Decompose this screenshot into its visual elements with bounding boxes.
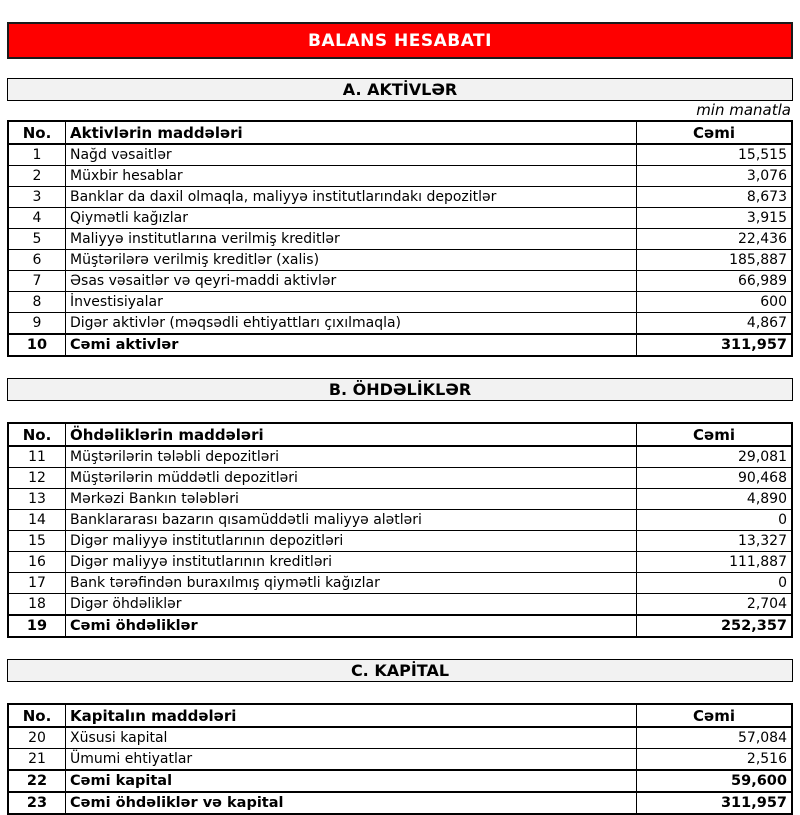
- row-label-cell: Müştərilərin müddətli depozitləri: [66, 468, 637, 489]
- col-header-items: Öhdəliklərin maddələri: [66, 423, 637, 446]
- row-number-cell: 11: [8, 446, 66, 468]
- col-header-items: Kapitalın maddələri: [66, 704, 637, 727]
- row-number-cell: 17: [8, 573, 66, 594]
- table-row: [8, 770, 792, 792]
- table-row: [8, 615, 792, 637]
- table-row: [8, 446, 792, 468]
- col-header-no: No.: [8, 121, 66, 144]
- row-value-cell: 0: [637, 573, 793, 594]
- row-label-cell: Müxbir hesablar: [66, 166, 637, 187]
- section-heading-liabilities: B. ÖHDƏLİKLƏR: [7, 378, 793, 401]
- row-number-cell: 7: [8, 271, 66, 292]
- section-heading-capital: C. KAPİTAL: [7, 659, 793, 682]
- row-label-cell: Müştərilərə verilmiş kreditlər (xalis): [66, 250, 637, 271]
- row-number-cell: 6: [8, 250, 66, 271]
- table-row: [8, 594, 792, 616]
- row-value-cell: 59,600: [637, 770, 793, 792]
- report-title-bar: BALANS HESABATI: [7, 22, 793, 59]
- row-number-cell: 20: [8, 727, 66, 749]
- row-label-cell: Cəmi öhdəliklər: [66, 615, 637, 637]
- col-header-no: No.: [8, 704, 66, 727]
- row-label-cell: Xüsusi kapital: [66, 727, 637, 749]
- row-number-cell: 15: [8, 531, 66, 552]
- row-label-cell: Müştərilərin tələbli depozitləri: [66, 446, 637, 468]
- section-liabilities: [7, 378, 793, 638]
- table-row: [8, 250, 792, 271]
- table-row: [8, 749, 792, 771]
- row-label-cell: Cəmi aktivlər: [66, 334, 637, 356]
- table-row: [8, 489, 792, 510]
- row-value-cell: 8,673: [637, 187, 793, 208]
- row-number-cell: 4: [8, 208, 66, 229]
- row-value-cell: 4,890: [637, 489, 793, 510]
- row-value-cell: 2,704: [637, 594, 793, 616]
- row-number-cell: 5: [8, 229, 66, 250]
- row-value-cell: 66,989: [637, 271, 793, 292]
- row-label-cell: Maliyyə institutlarına verilmiş kreditlər: [66, 229, 637, 250]
- table-row: [8, 187, 792, 208]
- table-row: [8, 531, 792, 552]
- table-header-row: [8, 704, 792, 727]
- table-row: [8, 552, 792, 573]
- row-number-cell: 10: [8, 334, 66, 356]
- row-value-cell: 311,957: [637, 334, 793, 356]
- table-row: [8, 313, 792, 335]
- row-number-cell: 16: [8, 552, 66, 573]
- row-number-cell: 13: [8, 489, 66, 510]
- row-label-cell: Banklar da daxil olmaqla, maliyyə institutlarındakı depozitlər: [66, 187, 637, 208]
- spacer: [7, 357, 793, 378]
- row-number-cell: 8: [8, 292, 66, 313]
- row-value-cell: 22,436: [637, 229, 793, 250]
- assets-table: [7, 120, 793, 357]
- table-row: [8, 292, 792, 313]
- row-value-cell: 15,515: [637, 144, 793, 166]
- spacer: [7, 638, 793, 659]
- row-label-cell: Digər maliyyə institutlarının depozitləri: [66, 531, 637, 552]
- row-number-cell: 3: [8, 187, 66, 208]
- table-row: [8, 573, 792, 594]
- row-number-cell: 19: [8, 615, 66, 637]
- row-value-cell: 13,327: [637, 531, 793, 552]
- row-label-cell: İnvestisiyalar: [66, 292, 637, 313]
- row-label-cell: Ümumi ehtiyatlar: [66, 749, 637, 771]
- col-header-total: Cəmi: [637, 704, 793, 727]
- row-number-cell: 14: [8, 510, 66, 531]
- row-value-cell: 311,957: [637, 792, 793, 814]
- table-row: [8, 229, 792, 250]
- table-row: [8, 727, 792, 749]
- spacer: [7, 682, 793, 703]
- table-row: [8, 271, 792, 292]
- liabilities-table: [7, 422, 793, 638]
- spacer: [7, 401, 793, 422]
- row-value-cell: 29,081: [637, 446, 793, 468]
- row-label-cell: Əsas vəsaitlər və qeyri-maddi aktivlər: [66, 271, 637, 292]
- row-number-cell: 12: [8, 468, 66, 489]
- col-header-total: Cəmi: [637, 121, 793, 144]
- row-label-cell: Qiymətli kağızlar: [66, 208, 637, 229]
- row-label-cell: Banklararası bazarın qısamüddətli maliyyə alətləri: [66, 510, 637, 531]
- row-value-cell: 252,357: [637, 615, 793, 637]
- row-number-cell: 9: [8, 313, 66, 335]
- table-header-row: [8, 423, 792, 446]
- row-label-cell: Digər aktivlər (məqsədli ehtiyattları çıxılmaqla): [66, 313, 637, 335]
- row-value-cell: 111,887: [637, 552, 793, 573]
- table-row: [8, 468, 792, 489]
- col-header-items: Aktivlərin maddələri: [66, 121, 637, 144]
- section-heading-assets: A. AKTİVLƏR: [7, 78, 793, 101]
- row-number-cell: 22: [8, 770, 66, 792]
- row-value-cell: 90,468: [637, 468, 793, 489]
- row-number-cell: 1: [8, 144, 66, 166]
- row-number-cell: 23: [8, 792, 66, 814]
- row-value-cell: 0: [637, 510, 793, 531]
- table-row: [8, 144, 792, 166]
- row-label-cell: Mərkəzi Bankın tələbləri: [66, 489, 637, 510]
- table-header-row: [8, 121, 792, 144]
- row-value-cell: 185,887: [637, 250, 793, 271]
- row-value-cell: 3,076: [637, 166, 793, 187]
- units-note: min manatla: [696, 101, 791, 119]
- table-row: [8, 166, 792, 187]
- row-value-cell: 57,084: [637, 727, 793, 749]
- table-row: [8, 334, 792, 356]
- row-value-cell: 4,867: [637, 313, 793, 335]
- row-value-cell: 3,915: [637, 208, 793, 229]
- row-label-cell: Nağd vəsaitlər: [66, 144, 637, 166]
- row-number-cell: 2: [8, 166, 66, 187]
- row-label-cell: Cəmi kapital: [66, 770, 637, 792]
- row-number-cell: 18: [8, 594, 66, 616]
- row-label-cell: Digər maliyyə institutlarının kreditləri: [66, 552, 637, 573]
- col-header-no: No.: [8, 423, 66, 446]
- row-label-cell: Cəmi öhdəliklər və kapital: [66, 792, 637, 814]
- capital-table: [7, 703, 793, 815]
- table-row: [8, 510, 792, 531]
- row-label-cell: Bank tərəfindən buraxılmış qiymətli kağızlar: [66, 573, 637, 594]
- section-assets: [7, 78, 793, 357]
- table-row: [8, 792, 792, 814]
- row-label-cell: Digər öhdəliklər: [66, 594, 637, 616]
- row-value-cell: 2,516: [637, 749, 793, 771]
- table-row: [8, 208, 792, 229]
- row-value-cell: 600: [637, 292, 793, 313]
- row-number-cell: 21: [8, 749, 66, 771]
- col-header-total: Cəmi: [637, 423, 793, 446]
- section-capital: [7, 659, 793, 815]
